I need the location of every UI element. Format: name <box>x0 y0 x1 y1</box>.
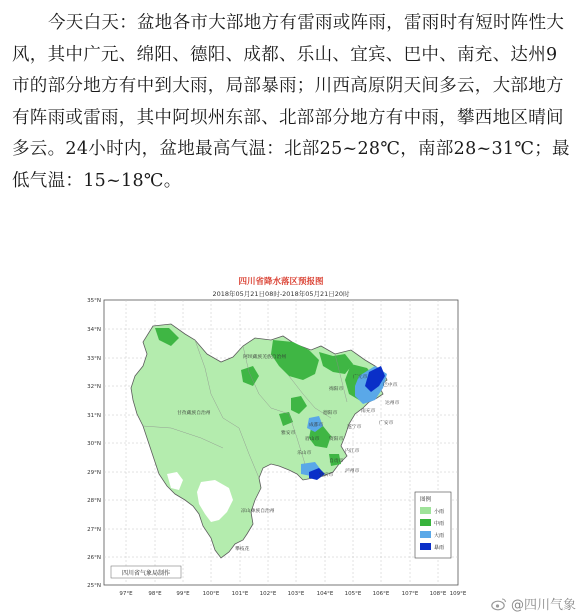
lon-tick-98: 98°E <box>148 591 162 597</box>
legend-label-heavy: 大雨 <box>434 533 445 539</box>
label-aba: 阿坝藏族羌族自治州 <box>243 355 287 360</box>
map-subtitle: 2018年05月21日08时-2018年05月21日20时 <box>212 290 350 298</box>
watermark-text: @四川气象 <box>510 598 576 613</box>
label-guangan: 广安市 <box>379 421 394 426</box>
forecast-text: 今天白天：盆地各市大部地方有雷雨或阵雨，雷雨时有短时阵性大风，其中广元、绵阳、德阳、成都、乐山、宜宾、巴中、南充、达州9市的部分地方有中到大雨，局部暴雨；川西高原阴天间多云，大部地方有阵雨或雷雨，其中阿坝州东部、北部部分地方有中雨，攀西地区晴间多云。24小时内，盆地最高气温：北部25~28℃，南部28~31℃；最低气温：15~18℃。 <box>12 13 570 191</box>
lat-tick-28: 28°N <box>87 498 101 504</box>
lon-tick-105: 105°E <box>344 591 362 597</box>
label-suining: 遂宁市 <box>347 425 362 430</box>
label-yaan: 雅安市 <box>281 431 296 436</box>
map-title: 四川省降水落区预报图 <box>238 277 324 287</box>
lat-tick-31: 31°N <box>87 413 101 419</box>
label-neijiang: 内江市 <box>345 449 360 454</box>
map-legend <box>415 492 451 558</box>
lon-tick-104: 104°E <box>316 591 334 597</box>
lat-tick-35: 35°N <box>87 298 101 304</box>
lon-tick-100: 100°E <box>202 591 220 597</box>
legend-label-light: 小雨 <box>434 509 445 515</box>
label-meishan: 眉山市 <box>305 437 320 442</box>
lat-tick-30: 30°N <box>87 441 101 447</box>
lon-tick-97: 97°E <box>119 591 133 597</box>
lat-tick-33: 33°N <box>87 356 101 362</box>
forecast-article <box>12 8 574 198</box>
label-leshan: 乐山市 <box>297 451 312 456</box>
map-svg <box>83 268 481 608</box>
legend-swatch-heavy <box>420 531 431 538</box>
lat-tick-25: 25°N <box>87 583 101 589</box>
lon-tick-102: 102°E <box>259 591 277 597</box>
label-bazhong: 巴中市 <box>383 383 398 388</box>
lat-tick-34: 34°N <box>87 327 101 333</box>
label-nanchong: 南充市 <box>361 409 376 414</box>
lat-tick-27: 27°N <box>87 527 101 533</box>
label-panzhihua: 攀枝花 <box>235 547 250 552</box>
label-chengdu: 成都市 <box>309 423 324 428</box>
lat-tick-26: 26°N <box>87 555 101 561</box>
label-zigong: 自贡市 <box>329 459 344 464</box>
label-ganzi: 甘孜藏族自治州 <box>177 411 211 416</box>
weibo-logo-icon <box>491 597 507 611</box>
legend-swatch-light <box>420 507 431 514</box>
legend-swatch-rainstorm <box>420 543 431 550</box>
label-yibin: 宜宾市 <box>319 473 334 478</box>
label-deyang: 德阳市 <box>323 411 338 416</box>
label-luzhou: 泸州市 <box>345 469 360 474</box>
weibo-watermark <box>491 594 576 613</box>
lon-tick-99: 99°E <box>176 591 190 597</box>
legend-label-moderate: 中雨 <box>434 521 445 527</box>
lon-tick-103: 103°E <box>287 591 305 597</box>
lon-tick-108: 108°E <box>429 591 447 597</box>
lon-tick-101: 101°E <box>231 591 249 597</box>
precipitation-map <box>83 268 481 608</box>
label-mianyang: 绵阳市 <box>329 387 344 392</box>
label-dazhou: 达州市 <box>385 401 400 406</box>
lon-tick-106: 106°E <box>372 591 390 597</box>
map-credit: 四川省气象局制作 <box>121 570 171 577</box>
lon-tick-107: 107°E <box>401 591 419 597</box>
label-guangyuan: 广元市 <box>353 375 368 380</box>
legend-title: 图例 <box>420 497 432 503</box>
legend-swatch-moderate <box>420 519 431 526</box>
lon-tick-109: 109°E <box>449 591 467 597</box>
label-liangshan: 凉山彝族自治州 <box>241 509 275 514</box>
lat-tick-32: 32°N <box>87 384 101 390</box>
label-ziyang: 资阳市 <box>329 437 344 442</box>
legend-label-rainstorm: 暴雨 <box>434 545 445 551</box>
lat-tick-29: 29°N <box>87 470 101 476</box>
